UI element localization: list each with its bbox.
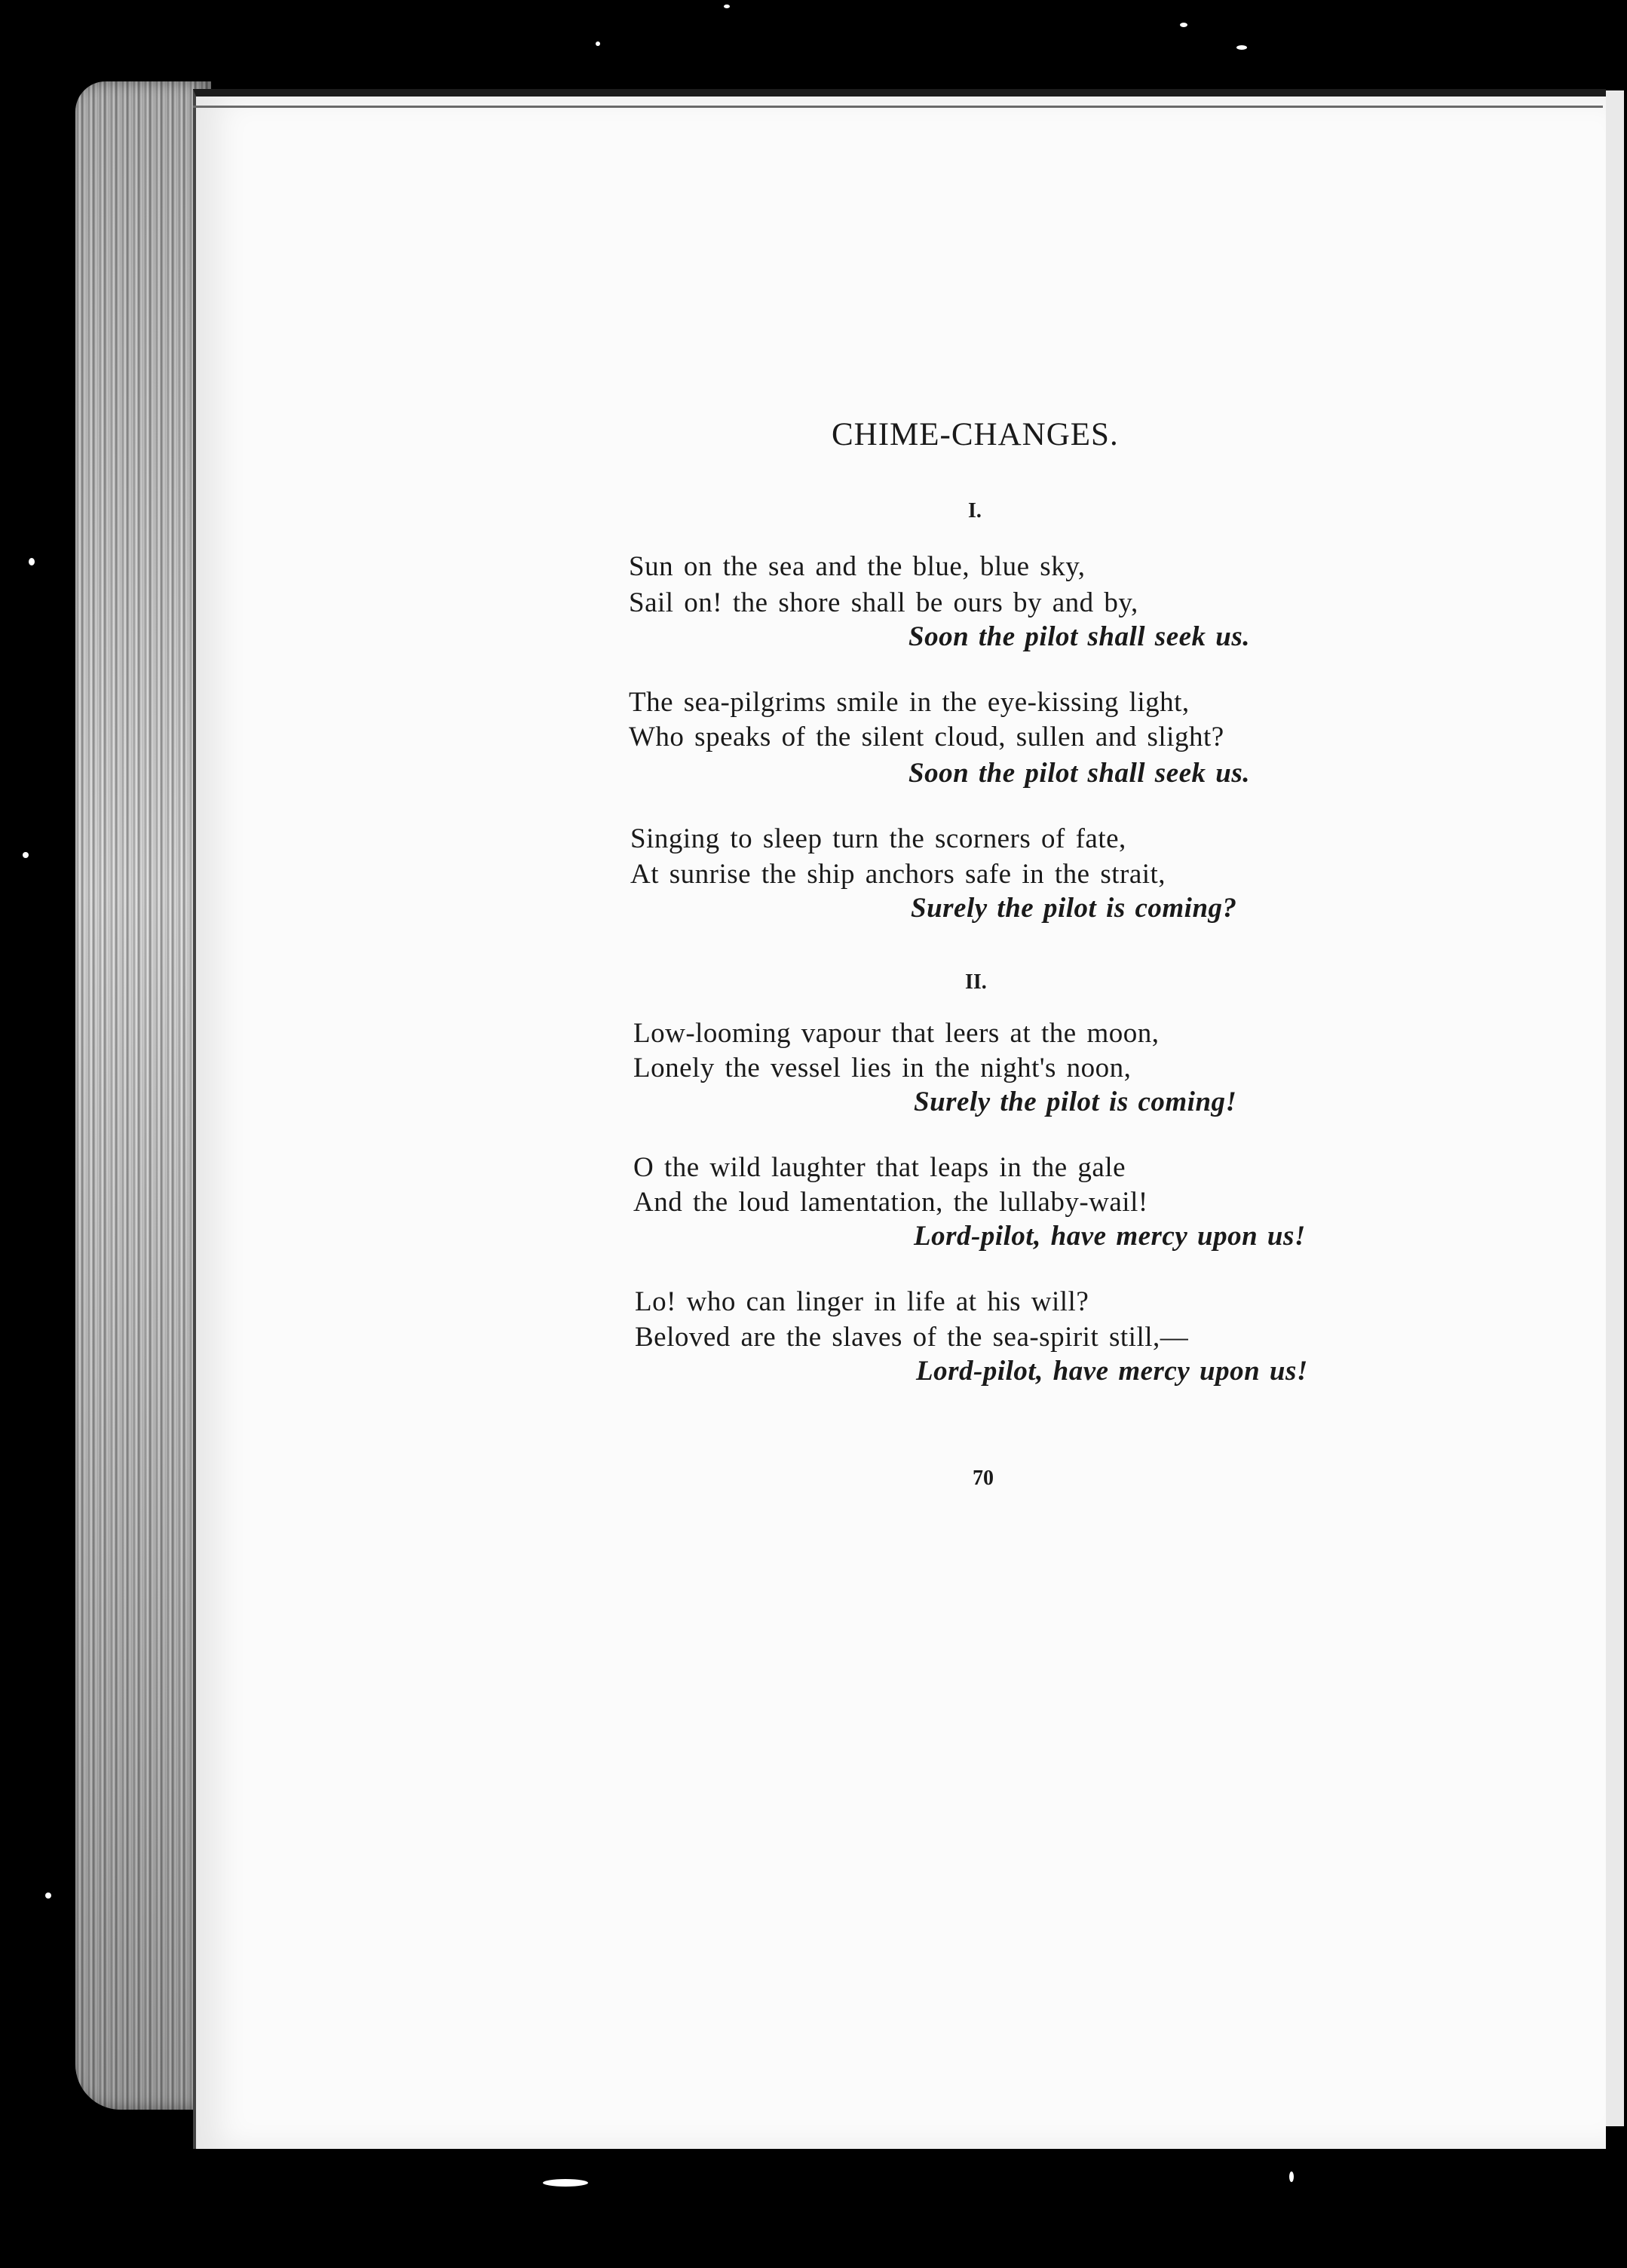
verse-line: Lonely the vessel lies in the night's noon, bbox=[633, 1053, 1132, 1083]
verse-line: Sail on! the shore shall be ours by and by, bbox=[629, 587, 1138, 618]
verse-line: Sun on the sea and the blue, blue sky, bbox=[629, 551, 1086, 582]
page-number: 70 bbox=[973, 1467, 994, 1490]
refrain-line: Surely the pilot is coming! bbox=[914, 1086, 1237, 1117]
verse-line: Beloved are the slaves of the sea-spirit still,— bbox=[635, 1322, 1189, 1353]
poem-title: CHIME-CHANGES. bbox=[832, 417, 1119, 452]
verse-line: Singing to sleep turn the scorners of fate, bbox=[630, 823, 1126, 854]
refrain-line: Lord-pilot, have mercy upon us! bbox=[914, 1221, 1306, 1252]
verse-line: At sunrise the ship anchors safe in the strait, bbox=[630, 859, 1166, 890]
verse-line: The sea-pilgrims smile in the eye-kissing light, bbox=[629, 687, 1190, 718]
verse-line: O the wild laughter that leaps in the gale bbox=[633, 1152, 1126, 1183]
section-numeral-two: II. bbox=[965, 970, 987, 994]
verse-line: Lo! who can linger in life at his will? bbox=[635, 1286, 1089, 1317]
verse-line: Who speaks of the silent cloud, sullen and slight? bbox=[629, 722, 1224, 752]
refrain-line: Soon the pilot shall seek us. bbox=[908, 621, 1251, 652]
verse-line: Low-looming vapour that leers at the moon, bbox=[633, 1018, 1160, 1049]
section-numeral-one: I. bbox=[968, 499, 982, 523]
refrain-line: Surely the pilot is coming? bbox=[911, 893, 1237, 924]
refrain-line: Soon the pilot shall seek us. bbox=[908, 758, 1251, 789]
refrain-line: Lord-pilot, have mercy upon us! bbox=[916, 1356, 1308, 1387]
verse-line: And the loud lamentation, the lullaby-wail! bbox=[633, 1187, 1148, 1218]
